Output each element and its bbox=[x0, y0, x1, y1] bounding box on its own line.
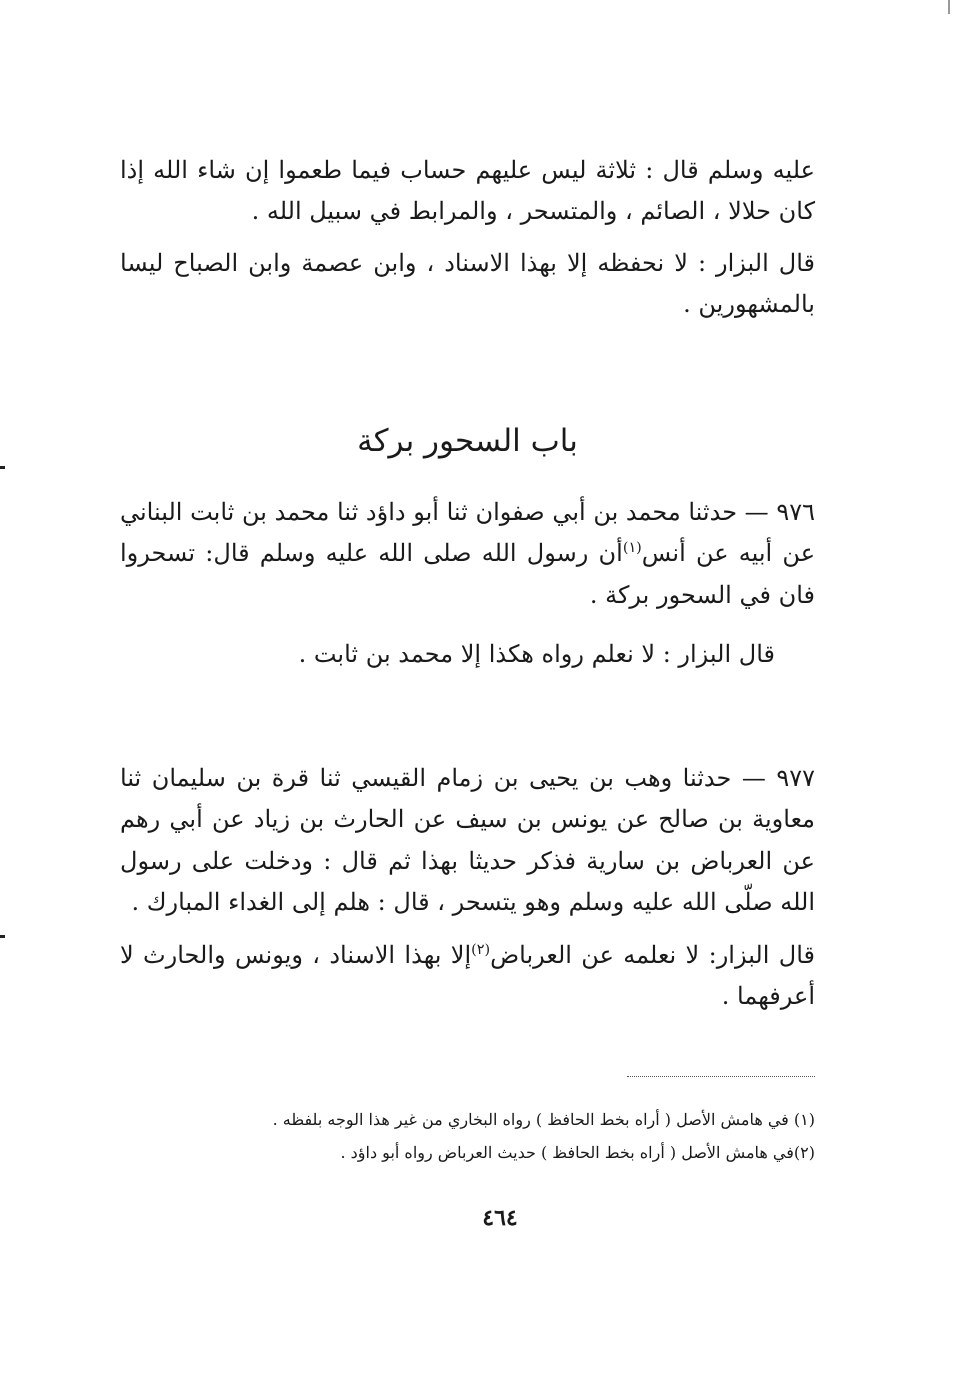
intro-section bbox=[120, 150, 815, 325]
hadith-976-text bbox=[120, 492, 815, 616]
scan-edge-mark bbox=[948, 0, 950, 14]
footnotes bbox=[120, 1104, 815, 1170]
footnote-marker-2: (٢) bbox=[471, 942, 491, 959]
hadith-977 bbox=[120, 758, 815, 1018]
hadith-977-text: ٩٧٧ — حدثنا وهب بن يحيى بن زمام القيسي ثنا قرة بن سليمان ثنا معاوية بن صالح عن يونس بن سيف عن الحارث بن زياد عن أبي رهم عن العرباض بن سارية فذكر حديثا بهذا ثم قال : ودخلت على رسول الله صلّى الله عليه وسلم وهو يتسحر ، قال : هلم إلى الغداء المبارك . bbox=[120, 764, 816, 916]
footnote-marker-1: (١) bbox=[622, 540, 642, 557]
footnote-2: (٢)في هامش الأصل ( أراه بخط الحافظ ) حديث العرباض رواه أبو داؤد . bbox=[340, 1142, 815, 1162]
hadith-976-text-part-2: أن رسول الله صلى الله عليه وسلم قال: تسحروا فان في السحور بركة . bbox=[120, 539, 815, 609]
intro-hadith-text: عليه وسلم قال : ثلاثة ليس عليهم حساب فيما طعموا إن شاء الله إذا كان حلالا ، الصائم ، والمتسحر ، والمرابط في سبيل الله . bbox=[120, 156, 815, 226]
chapter-title: باب السحور بركة bbox=[357, 423, 578, 459]
hadith-977-comment-part-2: إلا بهذا الاسناد ، ويونس والحارث لا أعرفهما . bbox=[120, 941, 815, 1011]
scan-margin-mark bbox=[0, 935, 5, 938]
hadith-977-comment bbox=[120, 935, 815, 1018]
hadith-976-comment: قال البزار : لا نعلم رواه هكذا إلا محمد بن ثابت . bbox=[298, 639, 775, 668]
hadith-977-comment-part-1: قال البزار: لا نعلمه عن العرباض bbox=[490, 941, 815, 970]
scan-margin-mark bbox=[0, 466, 5, 469]
footnote-separator bbox=[627, 1076, 815, 1077]
intro-comment: قال البزار : لا نحفظه إلا بهذا الاسناد ، وابن عصمة وابن الصباح ليسا بالمشهورين . bbox=[120, 248, 815, 318]
hadith-976 bbox=[120, 492, 815, 675]
footnote-1: (١) في هامش الأصل ( أراه بخط الحافظ ) رواه البخاري من غير هذا الوجه بلفظه . bbox=[272, 1110, 815, 1129]
hadith-976-text-part-1: ٩٧٦ — حدثنا محمد بن أبي صفوان ثنا أبو داؤد ثنا محمد بن ثابت البناني عن أبيه عن أنس bbox=[120, 498, 816, 568]
page-number: ٤٦٤ bbox=[482, 1205, 518, 1231]
